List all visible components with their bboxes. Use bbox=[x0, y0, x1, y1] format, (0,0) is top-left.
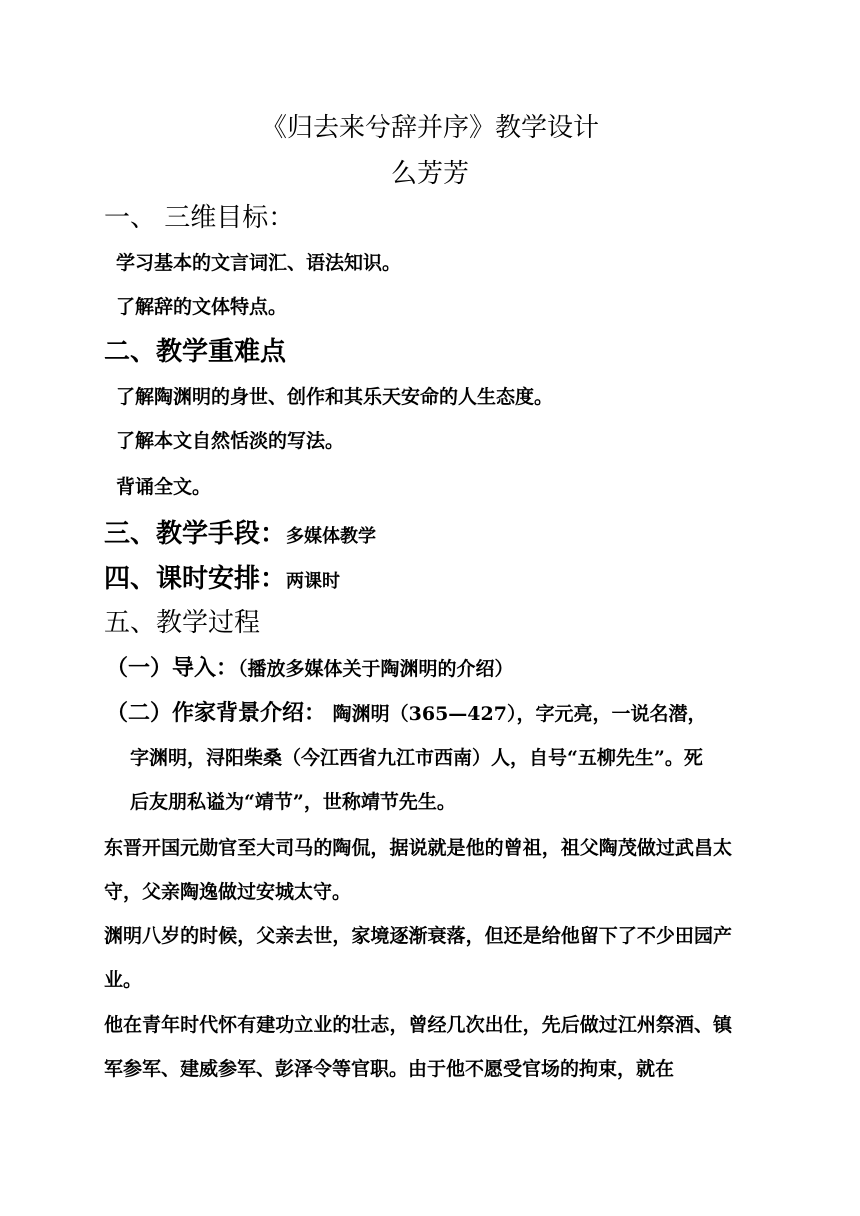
author-name: 么芳芳 bbox=[390, 159, 469, 189]
section-heading-process: 五、教学过程 bbox=[104, 608, 261, 638]
bio-line: 后友朋私谥为“靖节”，世称靖节先生。 bbox=[130, 791, 456, 813]
section-heading-schedule bbox=[104, 563, 340, 598]
step-intro-label: （一）导入： bbox=[106, 655, 239, 681]
key-point-item: 了解本文自然恬淡的写法。 bbox=[116, 430, 345, 452]
objective-item: 学习基本的文言词汇、语法知识。 bbox=[116, 252, 402, 274]
body-paragraph: 渊明八岁的时候，父亲去世，家境逐渐衰落，但还是给他留下了不少田园产业。 bbox=[104, 925, 732, 991]
objective-item: 了解辞的文体特点。 bbox=[116, 296, 288, 318]
schedule-label: 四、课时安排： bbox=[104, 564, 287, 594]
process-step-background bbox=[106, 691, 732, 824]
methods-value: 多媒体教学 bbox=[286, 526, 377, 547]
key-point-item: 背诵全文。 bbox=[116, 476, 212, 498]
methods-label: 三、教学手段： bbox=[104, 519, 287, 549]
key-point-item: 了解陶渊明的身世、创作和其乐天安命的人生态度。 bbox=[116, 386, 554, 408]
bio-line: 陶渊明（365—427），字元亮，一说名潜， bbox=[332, 703, 707, 725]
step-intro-note: （播放多媒体关于陶渊明的介绍） bbox=[238, 658, 514, 680]
process-step-intro bbox=[106, 653, 514, 684]
document-title: 《归去来兮辞并序》教学设计 bbox=[260, 113, 599, 143]
body-paragraph: 他在青年时代怀有建功立业的壮志，曾经几次出仕，先后做过江州祭酒、镇军参军、建威参军、彭泽令等官职。由于他不愿受官场的拘束，就在 bbox=[104, 1014, 732, 1080]
bio-line: 字渊明，浔阳柴桑（今江西省九江市西南）人，自号“五柳先生”。死 bbox=[130, 747, 703, 769]
step-background-label: （二）作家背景介绍： bbox=[106, 700, 327, 726]
section-heading-methods bbox=[104, 518, 376, 553]
section-heading-key-points: 二、教学重难点 bbox=[104, 337, 287, 367]
body-paragraph: 东晋开国元勋官至大司马的陶侃，据说就是他的曾祖，祖父陶茂做过武昌太守，父亲陶逸做过安城太守。 bbox=[104, 837, 732, 903]
schedule-value: 两课时 bbox=[286, 571, 341, 592]
section-heading-objectives: 一、 三维目标： bbox=[104, 203, 295, 233]
